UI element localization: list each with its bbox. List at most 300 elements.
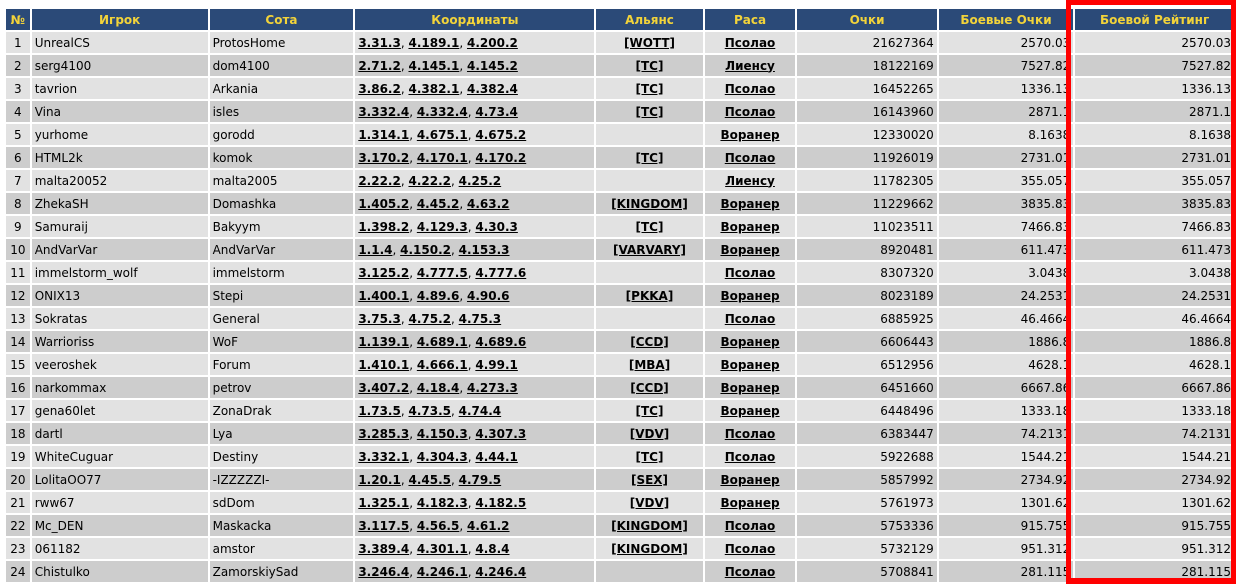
city-name: Maskacka — [210, 515, 354, 536]
coordinate-link[interactable]: 3.246.4 — [358, 564, 410, 579]
table-header-row — [6, 9, 1234, 30]
coordinate-link[interactable]: 4.22.2 — [408, 173, 451, 188]
table-row — [6, 262, 1234, 283]
points-value: 6448496 — [797, 400, 936, 421]
race-cell — [705, 262, 796, 283]
coordinate-link[interactable]: 1.410.1 — [358, 357, 410, 372]
coordinate-link[interactable]: 1.1.4 — [358, 242, 393, 257]
race-link[interactable]: Псолао — [724, 104, 776, 119]
alliance-link[interactable]: [VARVARY] — [612, 242, 686, 257]
city-name: amstor — [210, 538, 354, 559]
alliance-cell — [596, 216, 702, 237]
alliance-link[interactable]: [CCD] — [630, 380, 669, 395]
coordinate-link[interactable]: 4.382.1 — [408, 81, 460, 96]
battle-points-value: 355.057 — [939, 170, 1074, 191]
table-row — [6, 170, 1234, 191]
race-cell — [705, 147, 796, 168]
table-row — [6, 561, 1234, 582]
alliance-cell — [596, 262, 702, 283]
race-link[interactable]: Псолао — [724, 564, 776, 579]
coordinate-separator: , — [467, 541, 476, 556]
alliance-link[interactable]: [SEX] — [630, 472, 669, 487]
coordinate-separator: , — [409, 265, 417, 280]
battle-rating-value: 1333.18 — [1075, 400, 1234, 421]
battle-points-value: 2871.1 — [939, 101, 1074, 122]
col-header-points[interactable]: Очки — [797, 9, 936, 30]
coordinate-separator: , — [409, 380, 417, 395]
rank-number: 17 — [6, 400, 30, 421]
coordinate-link[interactable]: 4.182.3 — [416, 495, 468, 510]
coordinate-link[interactable]: 3.125.2 — [358, 265, 410, 280]
coordinate-link[interactable]: 2.71.2 — [358, 58, 401, 73]
city-name: Forum — [210, 354, 354, 375]
coordinate-separator: , — [392, 242, 401, 257]
coordinate-separator: , — [409, 104, 417, 119]
city-name: ZamorskiySad — [210, 561, 354, 582]
race-link[interactable]: Псолао — [724, 81, 776, 96]
coordinate-separator: , — [459, 81, 467, 96]
player-name: malta20052 — [32, 170, 208, 191]
coordinate-link[interactable]: 4.200.2 — [466, 35, 518, 50]
rank-number: 5 — [6, 124, 30, 145]
alliance-link[interactable]: [CCD] — [630, 334, 669, 349]
battle-points-value: 6667.86 — [939, 377, 1074, 398]
rank-number: 20 — [6, 469, 30, 490]
player-name: narkommax — [32, 377, 208, 398]
race-link[interactable]: Воранер — [720, 288, 780, 303]
coordinate-link[interactable]: 4.89.6 — [416, 288, 460, 303]
race-link[interactable]: Псолао — [724, 518, 776, 533]
battle-points-value: 1544.21 — [939, 446, 1074, 467]
coordinate-separator: , — [459, 196, 467, 211]
coordinate-separator: , — [409, 518, 417, 533]
coordinate-link[interactable]: 4.777.5 — [416, 265, 468, 280]
player-name: Chistulko — [32, 561, 208, 582]
coordinates-cell — [355, 239, 594, 260]
coordinate-link[interactable]: 3.117.5 — [358, 518, 410, 533]
player-ranking-table — [4, 7, 1236, 584]
coordinate-link[interactable]: 3.332.4 — [358, 104, 410, 119]
coordinate-link[interactable]: 4.170.2 — [475, 150, 527, 165]
rank-number: 7 — [6, 170, 30, 191]
alliance-cell — [596, 469, 702, 490]
coordinate-link[interactable]: 1.314.1 — [358, 127, 410, 142]
coordinate-separator: , — [409, 196, 417, 211]
race-cell — [705, 101, 796, 122]
coordinate-link[interactable]: 4.145.1 — [408, 58, 460, 73]
race-cell — [705, 469, 796, 490]
battle-points-value: 4628.1 — [939, 354, 1074, 375]
alliance-cell — [596, 423, 702, 444]
col-header-player[interactable]: Игрок — [32, 9, 208, 30]
race-link[interactable]: Воранер — [720, 127, 780, 142]
points-value: 21627364 — [797, 32, 936, 53]
coordinate-link[interactable]: 1.325.1 — [358, 495, 410, 510]
coordinate-link[interactable]: 4.90.6 — [466, 288, 510, 303]
race-cell — [705, 400, 796, 421]
points-value: 6512956 — [797, 354, 936, 375]
coordinate-link[interactable]: 4.689.6 — [475, 334, 527, 349]
coordinate-separator: , — [459, 58, 467, 73]
coordinate-link[interactable]: 4.246.4 — [475, 564, 527, 579]
race-link[interactable]: Воранер — [720, 403, 780, 418]
city-name: -IZZZZZI- — [210, 469, 354, 490]
alliance-link[interactable]: [KINGDOM] — [611, 518, 688, 533]
coordinate-link[interactable]: 4.25.2 — [458, 173, 502, 188]
player-name: immelstorm_wolf — [32, 262, 208, 283]
battle-points-value: 2734.92 — [939, 469, 1074, 490]
coordinate-link[interactable]: 4.73.4 — [475, 104, 518, 119]
col-header-city[interactable]: Сота — [210, 9, 354, 30]
points-value: 18122169 — [797, 55, 936, 76]
coordinate-link[interactable]: 1.405.2 — [358, 196, 410, 211]
coordinate-link[interactable]: 4.189.1 — [408, 35, 460, 50]
rank-number: 23 — [6, 538, 30, 559]
race-link[interactable]: Воранер — [720, 380, 780, 395]
race-link[interactable]: Лиенсу — [725, 173, 775, 188]
col-header-num[interactable]: № — [6, 9, 30, 30]
race-cell — [705, 446, 796, 467]
alliance-link[interactable]: [VDV] — [629, 495, 670, 510]
coordinate-link[interactable]: 4.74.4 — [458, 403, 502, 418]
alliance-link[interactable]: [TC] — [635, 81, 664, 96]
points-value: 11023511 — [797, 216, 936, 237]
player-name: yurhome — [32, 124, 208, 145]
coordinate-link[interactable]: 4.301.1 — [416, 541, 468, 556]
coordinates-cell — [355, 124, 594, 145]
coordinate-link[interactable]: 4.79.5 — [458, 472, 502, 487]
coordinate-link[interactable]: 3.407.2 — [358, 380, 410, 395]
coordinate-separator: , — [400, 472, 409, 487]
battle-points-value: 1886.8 — [939, 331, 1074, 352]
race-link[interactable]: Псолао — [724, 150, 776, 165]
rank-number: 21 — [6, 492, 30, 513]
coordinate-link[interactable]: 4.246.1 — [416, 564, 468, 579]
coordinate-link[interactable]: 3.170.2 — [358, 150, 410, 165]
battle-rating-value: 1544.21 — [1075, 446, 1234, 467]
coordinate-separator: , — [467, 334, 476, 349]
battle-rating-value: 3835.83 — [1075, 193, 1234, 214]
coordinate-link[interactable]: 4.150.2 — [400, 242, 451, 257]
alliance-link[interactable]: [TC] — [635, 58, 664, 73]
race-cell — [705, 285, 796, 306]
coordinate-separator: , — [409, 357, 417, 372]
alliance-link[interactable]: [TC] — [635, 449, 664, 464]
coordinate-link[interactable]: 4.170.1 — [416, 150, 468, 165]
col-header-alliance[interactable]: Альянс — [596, 9, 702, 30]
coordinate-link[interactable]: 4.689.1 — [416, 334, 468, 349]
coordinate-link[interactable]: 4.8.4 — [475, 541, 510, 556]
race-cell — [705, 515, 796, 536]
coordinate-link[interactable]: 3.285.3 — [358, 426, 410, 441]
alliance-link[interactable]: [TC] — [635, 403, 664, 418]
race-cell — [705, 377, 796, 398]
race-link[interactable]: Псолао — [724, 311, 776, 326]
col-header-coords[interactable]: Координаты — [355, 9, 594, 30]
points-value: 5753336 — [797, 515, 936, 536]
coordinate-link[interactable]: 4.382.4 — [466, 81, 518, 96]
battle-points-value: 951.312 — [939, 538, 1074, 559]
table-body — [6, 32, 1234, 582]
battle-rating-value: 7466.83 — [1075, 216, 1234, 237]
coordinate-separator: , — [467, 150, 476, 165]
race-link[interactable]: Воранер — [720, 495, 780, 510]
points-value: 5922688 — [797, 446, 936, 467]
race-link[interactable]: Воранер — [720, 357, 780, 372]
player-name: dartl — [32, 423, 208, 444]
coordinate-separator: , — [400, 81, 409, 96]
coordinate-link[interactable]: 4.666.1 — [416, 357, 468, 372]
points-value: 6383447 — [797, 423, 936, 444]
coordinate-separator: , — [409, 495, 417, 510]
table-row — [6, 193, 1234, 214]
coordinate-link[interactable]: 4.307.3 — [475, 426, 527, 441]
battle-rating-value: 355.057 — [1075, 170, 1234, 191]
coordinate-link[interactable]: 3.86.2 — [358, 81, 401, 96]
alliance-cell — [596, 78, 702, 99]
city-name: ZonaDrak — [210, 400, 354, 421]
city-name: AndVarVar — [210, 239, 354, 260]
city-name: Stepi — [210, 285, 354, 306]
battle-points-value: 1336.13 — [939, 78, 1074, 99]
battle-rating-value: 1301.62 — [1075, 492, 1234, 513]
battle-rating-value: 74.2131 — [1075, 423, 1234, 444]
battle-points-value: 7466.83 — [939, 216, 1074, 237]
race-cell — [705, 239, 796, 260]
alliance-link[interactable]: [PKKA] — [625, 288, 674, 303]
coordinates-cell — [355, 469, 594, 490]
coordinates-cell — [355, 423, 594, 444]
race-link[interactable]: Воранер — [720, 219, 780, 234]
coordinates-cell — [355, 492, 594, 513]
coordinate-separator: , — [459, 288, 467, 303]
points-value: 6451660 — [797, 377, 936, 398]
col-header-battle-points[interactable]: Боевые Очки — [939, 9, 1074, 30]
race-link[interactable]: Псолао — [724, 449, 776, 464]
race-cell — [705, 561, 796, 582]
player-name: Sokratas — [32, 308, 208, 329]
rank-number: 15 — [6, 354, 30, 375]
player-name: gena60let — [32, 400, 208, 421]
alliance-link[interactable]: [WOTT] — [623, 35, 676, 50]
battle-points-value: 1333.18 — [939, 400, 1074, 421]
battle-rating-value: 4628.1 — [1075, 354, 1234, 375]
coordinate-link[interactable]: 3.31.3 — [358, 35, 401, 50]
col-header-battle-rating[interactable]: Боевой Рейтинг — [1075, 9, 1234, 30]
coordinate-link[interactable]: 4.304.3 — [416, 449, 468, 464]
coordinate-link[interactable]: 4.150.3 — [416, 426, 468, 441]
race-cell — [705, 492, 796, 513]
coordinates-cell — [355, 377, 594, 398]
race-cell — [705, 308, 796, 329]
coordinate-link[interactable]: 1.400.1 — [358, 288, 410, 303]
coordinate-link[interactable]: 4.777.6 — [475, 265, 527, 280]
battle-rating-value: 915.755 — [1075, 515, 1234, 536]
city-name: ProtosHome — [210, 32, 354, 53]
battle-points-value: 1301.62 — [939, 492, 1074, 513]
coordinate-link[interactable]: 2.22.2 — [358, 173, 401, 188]
rank-number: 19 — [6, 446, 30, 467]
table-row — [6, 377, 1234, 398]
points-value: 5732129 — [797, 538, 936, 559]
coordinate-separator: , — [467, 564, 476, 579]
points-value: 5761973 — [797, 492, 936, 513]
coordinate-link[interactable]: 3.389.4 — [358, 541, 410, 556]
rank-number: 3 — [6, 78, 30, 99]
rank-number: 10 — [6, 239, 30, 260]
coordinate-link[interactable]: 4.61.2 — [466, 518, 510, 533]
coordinate-separator: , — [450, 403, 459, 418]
alliance-cell — [596, 170, 702, 191]
coordinate-separator: , — [467, 495, 476, 510]
coordinates-cell — [355, 285, 594, 306]
alliance-link[interactable]: [KINGDOM] — [611, 541, 688, 556]
race-link[interactable]: Воранер — [720, 196, 780, 211]
battle-rating-value: 24.2531 — [1075, 285, 1234, 306]
coordinate-separator: , — [467, 127, 476, 142]
coordinate-link[interactable]: 4.182.5 — [475, 495, 527, 510]
coordinate-link[interactable]: 4.75.2 — [408, 311, 451, 326]
player-name: HTML2k — [32, 147, 208, 168]
battle-rating-value: 2731.01 — [1075, 147, 1234, 168]
coordinate-separator: , — [467, 357, 476, 372]
points-value: 6606443 — [797, 331, 936, 352]
coordinate-link[interactable]: 4.153.3 — [458, 242, 510, 257]
race-cell — [705, 331, 796, 352]
alliance-link[interactable]: [TC] — [635, 150, 664, 165]
coordinates-cell — [355, 101, 594, 122]
race-link[interactable]: Воранер — [720, 242, 780, 257]
city-name: immelstorm — [210, 262, 354, 283]
coordinates-cell — [355, 561, 594, 582]
coordinate-link[interactable]: 4.332.4 — [416, 104, 468, 119]
coordinates-cell — [355, 400, 594, 421]
points-value: 8023189 — [797, 285, 936, 306]
coordinate-link[interactable]: 1.73.5 — [358, 403, 401, 418]
battle-rating-value: 2570.03 — [1075, 32, 1234, 53]
alliance-cell — [596, 147, 702, 168]
player-name: Mc_DEN — [32, 515, 208, 536]
race-link[interactable]: Псолао — [724, 35, 776, 50]
rank-number: 18 — [6, 423, 30, 444]
table-row — [6, 492, 1234, 513]
coordinate-link[interactable]: 4.75.3 — [458, 311, 502, 326]
coordinate-link[interactable]: 4.129.3 — [416, 219, 468, 234]
points-value: 5857992 — [797, 469, 936, 490]
alliance-link[interactable]: [TC] — [635, 219, 664, 234]
coordinates-cell — [355, 216, 594, 237]
coordinate-separator: , — [400, 35, 409, 50]
coordinate-link[interactable]: 1.139.1 — [358, 334, 410, 349]
battle-points-value: 7527.82 — [939, 55, 1074, 76]
player-name: ZhekaSH — [32, 193, 208, 214]
race-cell — [705, 124, 796, 145]
col-header-race[interactable]: Раса — [705, 9, 796, 30]
coordinate-link[interactable]: 4.675.2 — [475, 127, 527, 142]
battle-rating-value: 281.115 — [1075, 561, 1234, 582]
race-cell — [705, 55, 796, 76]
coordinate-link[interactable]: 1.20.1 — [358, 472, 401, 487]
coordinate-separator: , — [467, 426, 476, 441]
battle-rating-value: 46.4664 — [1075, 308, 1234, 329]
coordinate-link[interactable]: 4.44.1 — [475, 449, 518, 464]
alliance-link[interactable]: [MBA] — [628, 357, 671, 372]
alliance-cell — [596, 308, 702, 329]
race-link[interactable]: Воранер — [720, 334, 780, 349]
coordinate-link[interactable]: 4.145.2 — [466, 58, 518, 73]
race-link[interactable]: Псолао — [724, 426, 776, 441]
coordinate-link[interactable]: 4.63.2 — [466, 196, 510, 211]
points-value: 8307320 — [797, 262, 936, 283]
alliance-cell — [596, 492, 702, 513]
alliance-cell — [596, 124, 702, 145]
coordinate-separator: , — [451, 242, 459, 257]
alliance-link[interactable]: [TC] — [635, 104, 664, 119]
coordinate-separator: , — [409, 127, 417, 142]
coordinate-link[interactable]: 4.273.3 — [466, 380, 518, 395]
alliance-cell — [596, 331, 702, 352]
battle-points-value: 8.1638 — [939, 124, 1074, 145]
city-name: WoF — [210, 331, 354, 352]
table-row — [6, 124, 1234, 145]
coordinate-link[interactable]: 4.675.1 — [416, 127, 468, 142]
coordinates-cell — [355, 193, 594, 214]
rank-number: 4 — [6, 101, 30, 122]
rank-number: 13 — [6, 308, 30, 329]
battle-points-value: 3.0438 — [939, 262, 1074, 283]
rank-number: 22 — [6, 515, 30, 536]
alliance-cell — [596, 55, 702, 76]
coordinate-link[interactable]: 4.99.1 — [475, 357, 518, 372]
table-row — [6, 400, 1234, 421]
battle-points-value: 46.4664 — [939, 308, 1074, 329]
coordinate-link[interactable]: 1.398.2 — [358, 219, 410, 234]
coordinate-link[interactable]: 4.73.5 — [408, 403, 451, 418]
coordinate-separator: , — [400, 58, 409, 73]
coordinate-link[interactable]: 4.45.5 — [408, 472, 451, 487]
battle-points-value: 2731.01 — [939, 147, 1074, 168]
coordinates-cell — [355, 515, 594, 536]
coordinate-link[interactable]: 4.30.3 — [475, 219, 518, 234]
coordinate-separator: , — [409, 288, 417, 303]
race-link[interactable]: Лиенсу — [725, 58, 775, 73]
race-link[interactable]: Псолао — [724, 265, 776, 280]
coordinate-link[interactable]: 3.75.3 — [358, 311, 401, 326]
alliance-link[interactable]: [KINGDOM] — [611, 196, 688, 211]
alliance-cell — [596, 285, 702, 306]
coordinate-separator: , — [467, 219, 476, 234]
alliance-cell — [596, 101, 702, 122]
race-link[interactable]: Псолао — [724, 541, 776, 556]
battle-points-value: 3835.83 — [939, 193, 1074, 214]
rank-number: 9 — [6, 216, 30, 237]
coordinate-link[interactable]: 3.332.1 — [358, 449, 410, 464]
race-cell — [705, 78, 796, 99]
battle-rating-value: 1336.13 — [1075, 78, 1234, 99]
alliance-link[interactable]: [VDV] — [629, 426, 670, 441]
coordinate-separator: , — [400, 403, 409, 418]
coordinates-cell — [355, 32, 594, 53]
alliance-cell — [596, 446, 702, 467]
race-link[interactable]: Воранер — [720, 472, 780, 487]
player-name: Warrioriss — [32, 331, 208, 352]
battle-rating-value: 2734.92 — [1075, 469, 1234, 490]
rank-number: 24 — [6, 561, 30, 582]
coordinate-link[interactable]: 4.56.5 — [416, 518, 460, 533]
coordinate-link[interactable]: 4.18.4 — [416, 380, 460, 395]
city-name: Bakyym — [210, 216, 354, 237]
coordinate-link[interactable]: 4.45.2 — [416, 196, 460, 211]
